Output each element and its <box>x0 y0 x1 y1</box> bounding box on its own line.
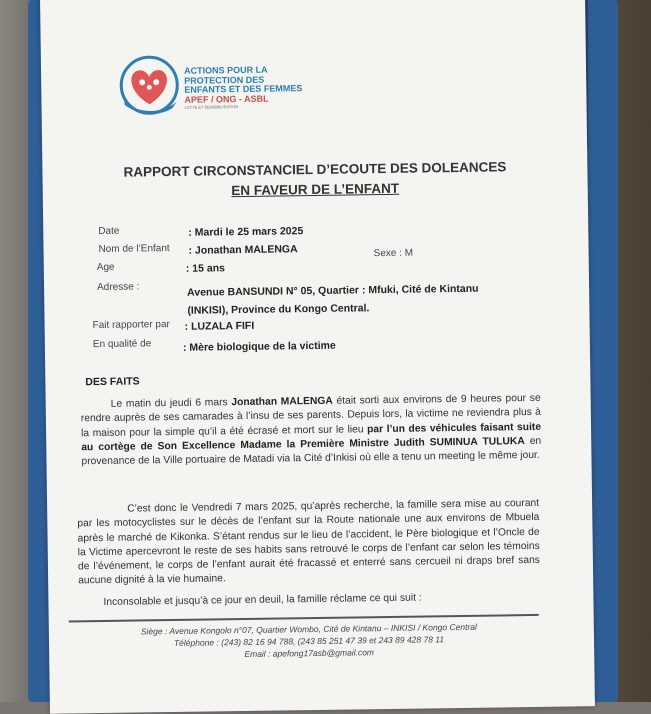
reporter-label: Fait rapporter par <box>92 319 170 332</box>
report-subtitle: EN FAVEUR DE L’ENFANT <box>231 180 400 199</box>
address-line2: (INKISI), Province du Kongo Central. <box>187 302 370 317</box>
quality-value: : Mère biologique de la victime <box>182 339 336 354</box>
organization-name <box>184 65 335 110</box>
p1-bold-text: par l’un des véhicules faisant suite au cortège de Son Excellence Madame la Première Ministre Judith SUMINUA TULUKA <box>81 421 542 454</box>
name-label: Nom de l’Enfant <box>98 243 170 256</box>
org-line2: PROTECTION DES <box>184 74 265 86</box>
p1-text-c: en provenance de la Ville portuaire de Matadi via la Cité d’Inkisi où elle a tenu un meeting le même jour. <box>81 435 542 468</box>
name-value: : Jonathan MALENGA <box>188 243 298 257</box>
age-label: Age <box>96 261 115 274</box>
quality-label: En qualité de <box>92 338 152 351</box>
date-label: Date <box>98 225 120 238</box>
org-tagline: LUTTE ET SENSIBILISATION <box>184 104 239 110</box>
address-label: Adresse : <box>96 281 140 294</box>
org-line1: ACTIONS POUR LA <box>183 64 268 76</box>
organization-logo <box>116 52 187 123</box>
org-line3: ENFANTS ET DES FEMMES <box>184 83 303 95</box>
facts-paragraph-3: Inconsolable et jusqu’à ce jour en deuil, la famille réclame ce qui suit : <box>103 592 422 608</box>
date-value: : Mardi le 25 mars 2025 <box>188 225 304 239</box>
section-heading: DES FAITS <box>85 375 140 389</box>
address-line1: Avenue BANSUNDI N° 05, Quartier : Mfuki, Cité de Kintanu <box>187 282 479 299</box>
p1-victim-name: Jonathan MALENGA <box>231 395 333 409</box>
report-title: RAPPORT CIRCONSTANCIEL D’ECOUTE DES DOLEANCES <box>123 159 507 180</box>
footer-contact <box>89 620 529 662</box>
p1-text-b: était sorti aux environs de 9 heures pour se rendre auprès de ses camarades à l’insu de ses parents. Depuis lors, la victime ne reviendra plus à la maison pour la simple qu’il a été écrasé et mort sur le lieu <box>80 392 541 439</box>
p1-text-a: Le matin du jeudi 6 mars <box>110 397 232 410</box>
age-value: : 15 ans <box>185 262 225 275</box>
reporter-value: : LUZALA FIFI <box>184 319 255 333</box>
org-acronym: APEF / ONG - ASBL <box>184 93 269 105</box>
facts-paragraph-2: C’est donc le Vendredi 7 mars 2025, qu’après recherche, la famille sera mise au courant par les motocyclistes sur le décès de l’enfant sur la Route nationale une aux environs de Mbuela après le marché de Kikonka. S’étant rendus sur le lieu de l’accident, le Père biologique et l’Oncle de la Victime apercevront le reste de ses habits sans retrouvé le corps de l’enfant car selon les témoins de l’événement, le corps de l’enfant aurait été fracassé et enterré sans cercueil ni draps bref sans aucune dignité à la vie humaine. <box>77 497 540 587</box>
sex-label: Sexe : M <box>373 247 414 260</box>
footer-phone: Téléphone : (243) 82 16 94 788, (243 85 251 47 39 et 243 89 428 78 11 <box>173 634 445 648</box>
facts-paragraph-1 <box>81 392 542 470</box>
footer-address: Siège : Avenue Kongolo n°07, Quartier Wombo, Cité de Kintanu – INKISI / Kongo Central <box>140 621 477 637</box>
document-page <box>40 0 595 714</box>
footer-email: Email : apefong17asb@gmail.com <box>244 647 375 660</box>
